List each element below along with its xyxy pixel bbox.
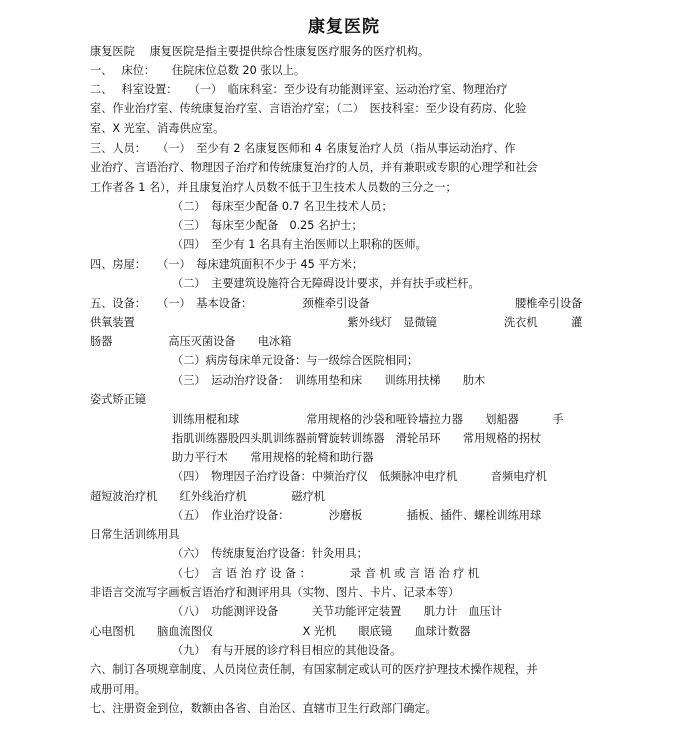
- text-line: 工作者各 1 名），并且康复治疗人员数不低于卫生技术人员数的三分之一；: [90, 181, 457, 194]
- text-line: 康复医院 康复医院是指主要提供综合性康复医疗服务的医疗机构。: [90, 45, 430, 58]
- text-line: 一、 床位： 住院床位总数 20 张以上。: [90, 64, 306, 77]
- text-line: 非语言交流写字画板言语治疗和测评用具（实物、图片、卡片、记录本等）: [90, 586, 460, 599]
- text-line: 成册可用。: [90, 683, 146, 696]
- text-line: 姿式矫正镜: [90, 393, 146, 406]
- text-line: （三） 运动治疗设备： 训练用垫和床 训练用扶梯 肋木: [172, 374, 486, 387]
- text-line: 五、设备： （一） 基本设备： 颈椎牵引设备 腰椎牵引设备: [90, 297, 583, 310]
- document-title: 康复医院: [308, 17, 380, 37]
- text-line: （二） 主要建筑设施符合无障碍设计要求，并有扶手或栏杆。: [172, 277, 480, 290]
- text-line: （二）病房每床单元设备：与一级综合医院相同；: [172, 354, 419, 367]
- text-line: 超短波治疗机 红外线治疗机 磁疗机: [90, 490, 325, 503]
- text-line: 业治疗、言语治疗、物理因子治疗和传统康复治疗的人员，并有兼职或专职的心理学和社会: [90, 161, 538, 174]
- text-line: （九） 有与开展的诊疗科目相应的其他设备。: [172, 644, 402, 657]
- text-line: 肠器 高压灭菌设备 电冰箱: [90, 335, 292, 348]
- text-line: 七、注册资金到位，数额由各省、自治区、直辖市卫生行政部门确定。: [90, 702, 437, 715]
- text-line: （四） 物理因子治疗设备：中频治疗仪 低频脉冲电疗机 音频电疗机: [172, 470, 547, 483]
- text-line: 心电图机 脑血流图仪 X 光机 眼底镜 血球计数器: [90, 625, 471, 638]
- text-line: 三、人员： （一） 至少有 2 名康复医师和 4 名康复治疗人员（指从事运动治疗、作: [90, 142, 516, 155]
- text-line: （二） 每床至少配备 0.7 名卫生技术人员；: [172, 200, 393, 213]
- text-line: （三） 每床至少配备 0.25 名护士；: [172, 219, 363, 232]
- text-line: 六、制订各项规章制度、人员岗位责任制，有国家制定或认可的医疗护理技术操作规程，并: [90, 663, 538, 676]
- text-line: 室、X 光室、消毒供应室。: [90, 122, 225, 135]
- text-line: （八） 功能测评设备 关节功能评定装置 肌力计 血压计: [172, 605, 503, 618]
- text-line: 供氧装置 紫外线灯 显微镜 洗衣机 灌: [90, 316, 583, 329]
- text-line: （四） 至少有 1 名具有主治医师以上职称的医师。: [172, 238, 427, 251]
- text-line: 训练用棍和球 常用规格的沙袋和哑铃墙拉力器 划船器 手: [172, 413, 564, 426]
- text-line: 指肌训练器股四头肌训练器前臂旋转训练器 滑轮吊环 常用规格的拐杖: [172, 432, 542, 445]
- text-line: （七） 言 语 治 疗 设 备 ： 录 音 机 或 言 语 治 疗 机: [172, 567, 480, 580]
- text-line: （五） 作业治疗设备： 沙磨板 插板、插件、螺栓训练用球: [172, 509, 542, 522]
- text-line: 二、 科室设置： （一） 临床科室：至少设有功能测评室、运动治疗室、物理治疗: [90, 83, 508, 96]
- text-line: 日常生活训练用具: [90, 528, 180, 541]
- text-line: （六） 传统康复治疗设备：针灸用具；: [172, 547, 368, 560]
- text-line: 室、作业治疗室、传统康复治疗室、言语治疗室；（二） 医技科室：至少设有药房、化验: [90, 102, 527, 115]
- text-line: 助力平行木 常用规格的轮椅和助行器: [172, 451, 374, 464]
- text-line: 四、房屋： （一） 每床建筑面积不少于 45 平方米；: [90, 258, 364, 271]
